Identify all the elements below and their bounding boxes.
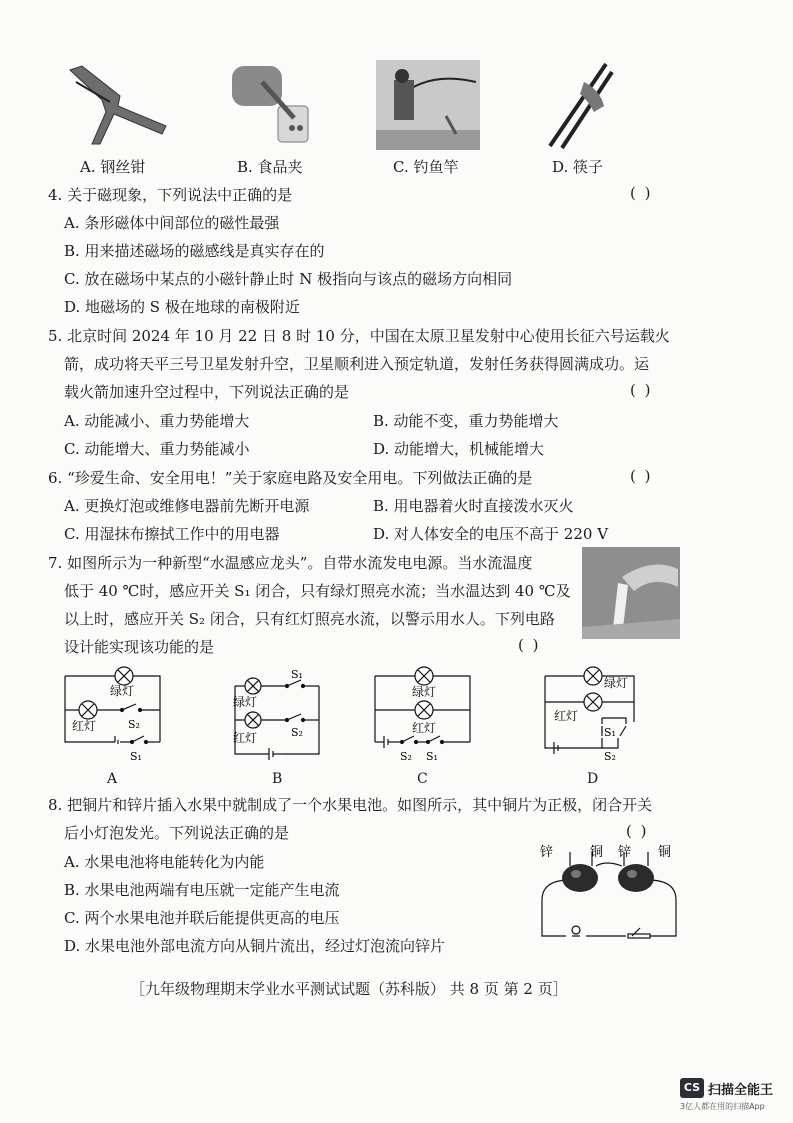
circuit-d-green-label: 绿灯 — [604, 676, 629, 690]
circuit-c[interactable] — [370, 660, 480, 770]
circuit-a[interactable] — [60, 660, 170, 770]
q5-option-c[interactable]: C. 动能增大、重力势能减小 — [64, 440, 250, 458]
pliers-picture — [62, 62, 172, 147]
q6-option-c[interactable]: C. 用湿抹布擦拭工作中的用电器 — [64, 525, 280, 543]
food-tongs-picture — [222, 62, 322, 147]
circuit-b-s2: S₂ — [291, 726, 303, 739]
brand-name: 扫描全能王 — [708, 1083, 774, 1098]
q8-answer-paren[interactable]: ( ) — [626, 822, 649, 840]
caption-c: C. 钓鱼竿 — [393, 158, 459, 176]
q7-stem-line-2: 低于 40 ℃时，感应开关 S₁ 闭合，只有绿灯照亮水流；当水温达到 40 ℃及 — [64, 582, 571, 600]
q8-option-d[interactable]: D. 水果电池外部电流方向从铜片流出，经过灯泡流向锌片 — [64, 937, 446, 955]
q4-option-a[interactable]: A. 条形磁体中间部位的磁性最强 — [64, 214, 280, 232]
circuit-d-label: D — [587, 771, 599, 787]
q6-option-b[interactable]: B. 用电器着火时直接泼水灭火 — [373, 497, 574, 515]
circuit-b-label: B — [272, 771, 283, 787]
q4-answer-paren[interactable]: ( ) — [630, 184, 653, 202]
faucet-photo — [582, 547, 680, 639]
q5-option-b[interactable]: B. 动能不变，重力势能增大 — [373, 412, 559, 430]
q6-stem: 6. “珍爱生命、安全用电！”关于家庭电路及安全用电。下列做法正确的是 — [48, 469, 533, 487]
q7-stem-line-4: 设计能实现该功能的是 — [64, 638, 215, 656]
q5-option-d[interactable]: D. 动能增大，机械能增大 — [373, 440, 545, 458]
q4-option-b[interactable]: B. 用来描述磁场的磁感线是真实存在的 — [64, 242, 325, 260]
circuit-a-s2: S₂ — [128, 718, 140, 731]
q7-answer-paren[interactable]: ( ) — [518, 636, 541, 654]
brand-tagline: 3亿人都在用的扫描App — [680, 1102, 765, 1111]
fig-label-zinc-1: 锌 — [540, 845, 554, 860]
circuit-a-label: A — [107, 771, 118, 787]
q5-stem-line-1: 5. 北京时间 2024 年 10 月 22 日 8 时 10 分，中国在太原卫星发射中心使用长征六号运载火 — [48, 327, 670, 345]
q4-option-c[interactable]: C. 放在磁场中某点的小磁针静止时 N 极指向与该点的磁场方向相同 — [64, 270, 513, 288]
q8-option-a[interactable]: A. 水果电池将电能转化为内能 — [64, 853, 265, 871]
q8-option-c[interactable]: C. 两个水果电池并联后能提供更高的电压 — [64, 909, 340, 927]
circuit-b[interactable] — [225, 668, 335, 768]
q6-answer-paren[interactable]: ( ) — [630, 467, 653, 485]
circuit-a-red-label: 红灯 — [72, 719, 97, 733]
circuit-c-label: C — [417, 771, 428, 787]
chopsticks-picture — [544, 60, 614, 150]
caption-d: D. 筷子 — [552, 158, 604, 176]
camscanner-logo-icon: CS — [680, 1078, 704, 1098]
circuit-d[interactable] — [540, 660, 650, 770]
circuit-b-s1: S₁ — [291, 668, 303, 681]
q5-stem-line-3: 载火箭加速升空过程中，下列说法正确的是 — [64, 383, 350, 401]
circuit-b-green-label: 绿灯 — [233, 695, 258, 709]
circuit-c-s2: S₂ — [400, 750, 412, 763]
page-footer: ［九年级物理期末学业水平测试试题（苏科版） 共 8 页 第 2 页］ — [130, 980, 568, 998]
circuit-d-s2: S₂ — [604, 750, 616, 763]
circuit-c-red-label: 红灯 — [412, 721, 437, 735]
q5-option-a[interactable]: A. 动能减小、重力势能增大 — [64, 412, 250, 430]
circuit-b-red-label: 红灯 — [233, 731, 258, 745]
q7-stem-line-3: 以上时，感应开关 S₂ 闭合，只有红灯照亮水流，以警示用水人。下列电路 — [64, 610, 555, 628]
q5-stem-line-2: 箭，成功将天平三号卫星发射升空，卫星顺利进入预定轨道，发射任务获得圆满成功。运 — [64, 355, 650, 373]
fig-label-copper-1: 铜 — [590, 845, 604, 860]
q8-stem-line-2: 后小灯泡发光。下列说法正确的是 — [64, 824, 290, 842]
fishing-rod-picture — [376, 60, 480, 150]
circuit-a-s1: S₁ — [130, 750, 142, 763]
circuit-c-s1: S₁ — [426, 750, 438, 763]
q8-option-b[interactable]: B. 水果电池两端有电压就一定能产生电流 — [64, 881, 340, 899]
fig-label-copper-2: 铜 — [658, 845, 672, 860]
circuit-a-green-label: 绿灯 — [110, 684, 135, 698]
q7-stem-line-1: 7. 如图所示为一种新型“水温感应龙头”。自带水流发电电源。当水流温度 — [48, 554, 533, 572]
q4-option-d[interactable]: D. 地磁场的 S 极在地球的南极附近 — [64, 298, 300, 316]
fig-label-zinc-2: 锌 — [618, 845, 632, 860]
caption-a: A. 钢丝钳 — [80, 158, 146, 176]
q8-stem-line-1: 8. 把铜片和锌片插入水果中就制成了一个水果电池。如图所示，其中铜片为正极，闭合开关 — [48, 796, 653, 814]
caption-b: B. 食品夹 — [237, 158, 303, 176]
q6-option-d[interactable]: D. 对人体安全的电压不高于 220 V — [373, 525, 609, 543]
fruit-battery-figure — [536, 840, 686, 944]
circuit-d-s1: S₁ — [604, 726, 616, 739]
circuit-c-green-label: 绿灯 — [412, 685, 437, 699]
q6-option-a[interactable]: A. 更换灯泡或维修电器前先断开电源 — [64, 497, 310, 515]
circuit-d-red-label: 红灯 — [554, 709, 579, 723]
q5-answer-paren[interactable]: ( ) — [630, 381, 653, 399]
q4-stem: 4. 关于磁现象，下列说法中正确的是 — [48, 186, 293, 204]
